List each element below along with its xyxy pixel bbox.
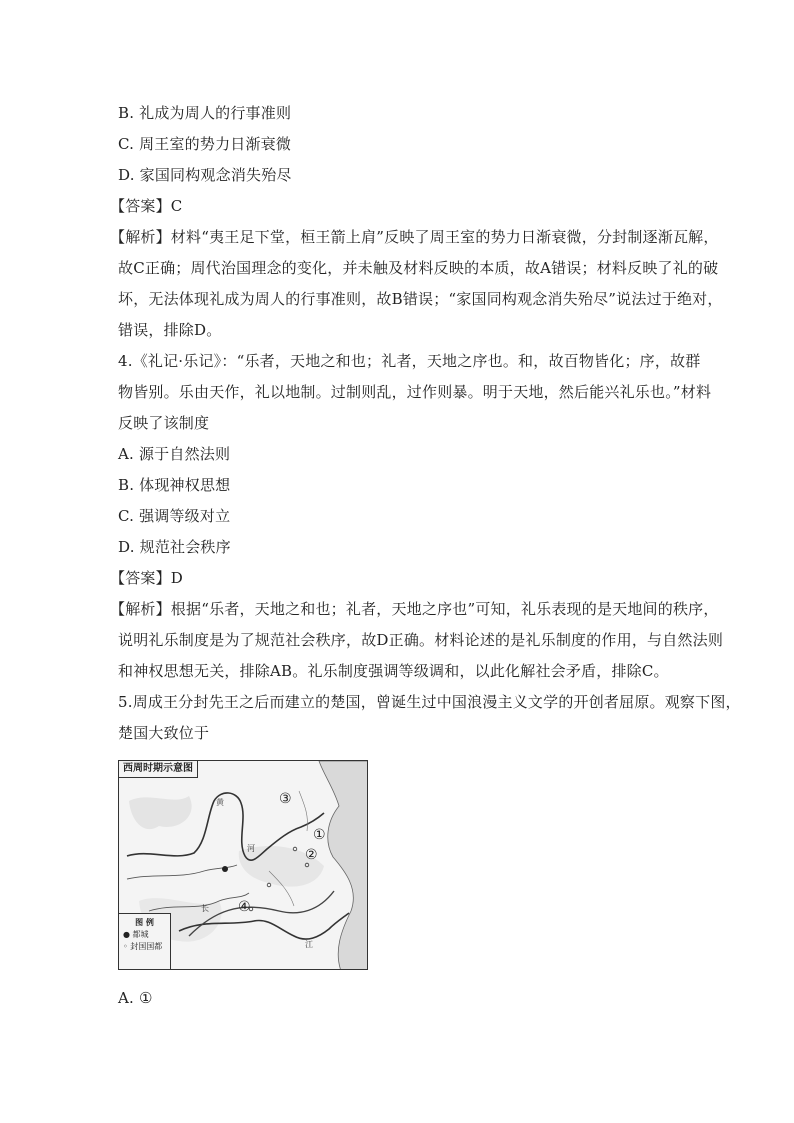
map-marker-3: ③ <box>279 791 292 807</box>
wei-river <box>127 865 237 879</box>
q4-option-c: C. 强调等级对立 <box>118 507 231 525</box>
q3-analysis-line: 【解析】材料“夷王足下堂，桓王箭上肩”反映了周王室的势力日渐衰微，分封制逐渐瓦解， <box>110 228 719 246</box>
river-label: 长 <box>201 904 209 913</box>
q3-option-b: B. 礼成为周人的行事准则 <box>118 104 292 122</box>
q3-analysis-line: 错误，排除D。 <box>118 321 222 339</box>
map-title: 西周时期示意图 <box>119 761 198 778</box>
q5-question-line: 楚国大致位于 <box>118 724 210 742</box>
q4-analysis-line: 和神权思想无关，排除AB。礼乐制度强调等级调和，以此化解社会矛盾，排除C。 <box>118 662 669 680</box>
q5-question-line: 5.周成王分封先王之后而建立的楚国，曾诞生过中国浪漫主义文学的开创者屈原。观察下图， <box>118 693 741 711</box>
vassal-capital-marker <box>267 883 271 887</box>
river-label: 河 <box>247 844 255 853</box>
q4-answer: 【答案】D <box>110 569 184 587</box>
capital-marker <box>222 866 228 872</box>
legend-title: 图 例 <box>135 918 154 927</box>
q4-option-d: D. 规范社会秩序 <box>118 538 231 556</box>
sea-area <box>319 761 368 970</box>
q3-option-d: D. 家国同构观念消失殆尽 <box>118 166 292 184</box>
map-marker-4: ④ <box>238 899 251 915</box>
q3-option-c: C. 周王室的势力日渐衰微 <box>118 135 292 153</box>
q4-analysis-line: 说明礼乐制度是为了规范社会秩序，故D正确。材料论述的是礼乐制度的作用，与自然法则 <box>118 631 724 649</box>
q4-option-a: A. 源于自然法则 <box>118 445 231 463</box>
q4-analysis-line: 【解析】根据“乐者，天地之和也；礼者，天地之序也”可知，礼乐表现的是天地间的秩序， <box>110 600 719 618</box>
map-marker-1: ① <box>313 827 326 843</box>
legend-item-vassal: ◦ 封国国都 <box>123 942 163 951</box>
q4-option-b: B. 体现神权思想 <box>118 476 231 494</box>
river-label: 黄 <box>216 798 224 807</box>
q3-analysis-line: 坏，无法体现礼成为周人的行事准则，故B错误；“家国同构观念消失殆尽”说法过于绝对， <box>118 290 723 308</box>
river-label: 江 <box>305 940 313 949</box>
q3-answer: 【答案】C <box>110 197 183 215</box>
map-marker-2: ② <box>305 847 318 863</box>
legend-item-capital: ● 都城 <box>123 930 149 939</box>
q5-option-a: A. ① <box>118 989 153 1007</box>
western-zhou-map <box>118 760 368 970</box>
q3-analysis-line: 故C正确；周代治国理念的变化，并未触及材料反映的本质，故A错误；材料反映了礼的破 <box>118 259 719 277</box>
q4-question-line: 4.《礼记·乐记》：“乐者，天地之和也；礼者，天地之序也。和，故百物皆化；序，故群 <box>118 352 701 370</box>
q4-question-line: 物皆别。乐由天作，礼以地制。过制则乱，过作则暴。明于天地，然后能兴礼乐也。”材料 <box>118 383 712 401</box>
terrain-shade <box>129 796 192 829</box>
map-legend <box>119 913 171 969</box>
q4-question-line: 反映了该制度 <box>118 414 210 432</box>
